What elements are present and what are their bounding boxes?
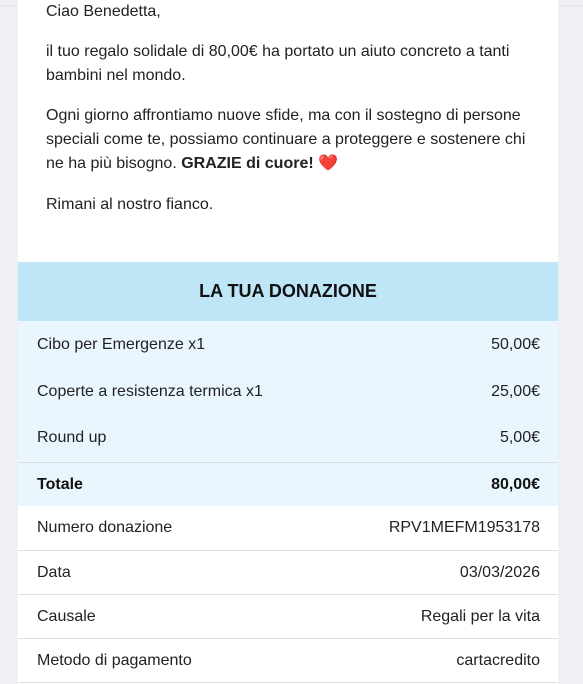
donation-item-row: [18, 369, 558, 415]
detail-value: Regali per la vita: [420, 607, 540, 625]
detail-label: Metodo di pagamento: [37, 651, 192, 669]
item-label: Cibo per Emergenze x1: [37, 336, 206, 353]
detail-row-donation-number: [18, 506, 558, 550]
thanks-text: GRAZIE di cuore!: [181, 155, 314, 172]
donation-items: [18, 321, 558, 506]
donation-title: LA TUA DONAZIONE: [199, 281, 377, 301]
item-amount: 50,00€: [491, 336, 540, 353]
item-label: Round up: [37, 429, 107, 446]
message-paragraph-1: il tuo regalo solidale di 80,00€ ha portato un aiuto concreto a tanti bambini nel mondo.: [46, 43, 510, 84]
detail-value: RPV1MEFM1953178: [388, 519, 540, 536]
email-card: [18, 0, 558, 684]
detail-row-date: [18, 551, 558, 594]
detail-label: Numero donazione: [37, 519, 173, 536]
total-amount: 80,00€: [491, 475, 540, 493]
detail-row-payment-method: [18, 639, 558, 682]
donation-item-row: [18, 415, 558, 461]
detail-value: cartacredito: [456, 651, 540, 669]
greeting-text: Ciao Benedetta,: [46, 3, 161, 20]
item-amount: 5,00€: [499, 429, 540, 446]
closing-text: Rimani al nostro fianco.: [46, 196, 214, 213]
detail-label: Causale: [37, 607, 96, 625]
item-amount: 25,00€: [491, 383, 540, 400]
total-row: [18, 463, 558, 506]
row-divider: [18, 682, 558, 683]
detail-row-cause: [18, 595, 558, 638]
item-label: Coperte a resistenza termica x1: [37, 383, 263, 400]
donation-header: [18, 262, 558, 321]
heart-icon: ❤️: [318, 155, 339, 172]
message-paragraph-2: [46, 104, 536, 176]
detail-value: 03/03/2026: [459, 563, 540, 581]
total-label: Totale: [37, 475, 83, 493]
detail-label: Data: [37, 563, 71, 581]
message-paragraph-2-text: Ogni giorno affrontiamo nuove sfide, ma con il sostegno di persone speciali come te, possiamo continuare a proteggere e sostenere chi ne ha più bisogno.: [46, 107, 526, 172]
donation-item-row: [18, 321, 558, 369]
